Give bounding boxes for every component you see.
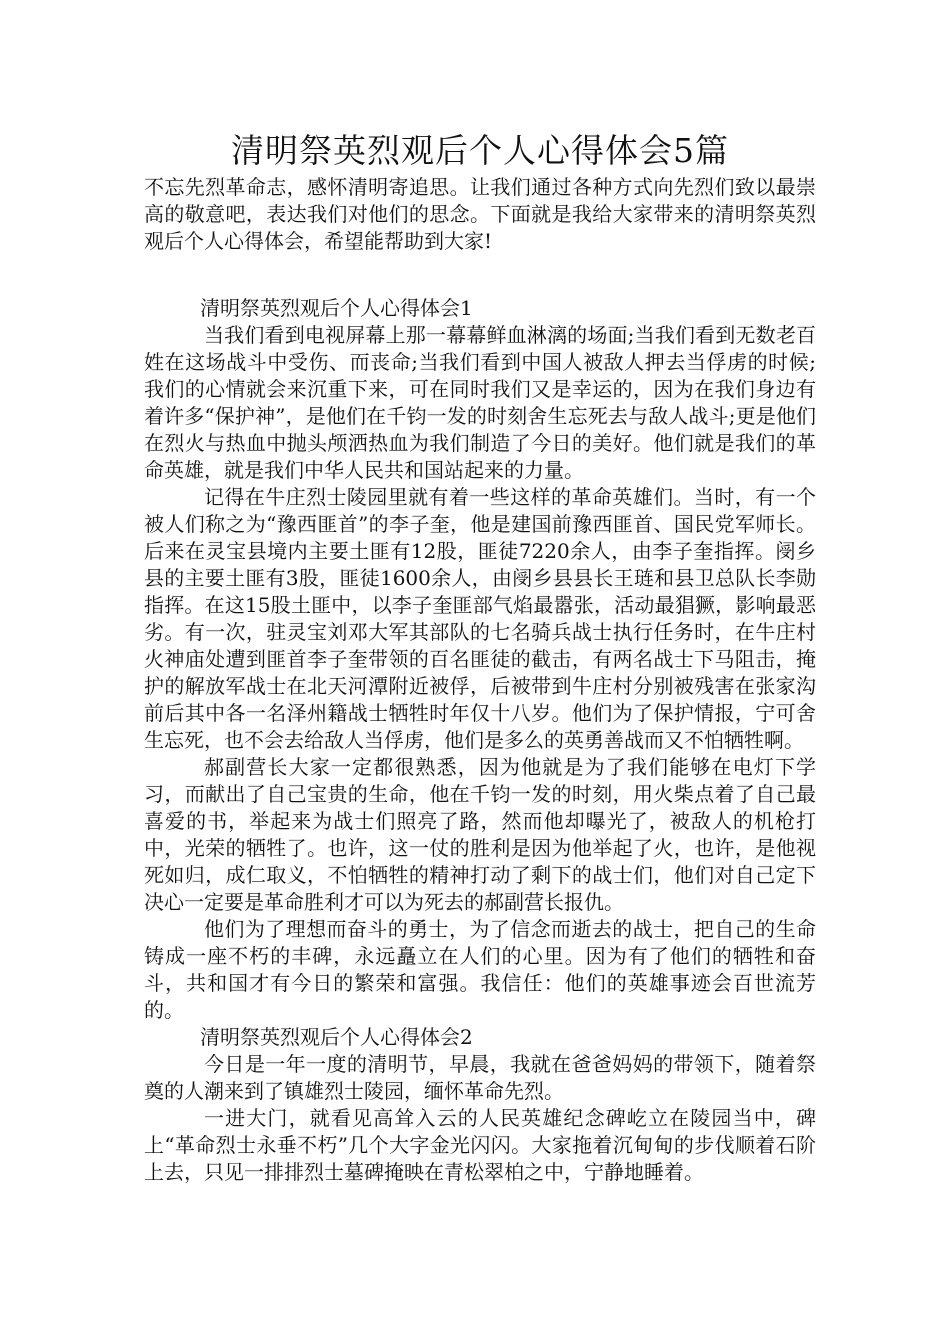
body-paragraph: 一进大门，就看见高耸入云的人民英雄纪念碑屹立在陵园当中，碑上“革命烈士永垂不朽”几个大字金光闪闪。大家拖着沉甸甸的步伐顺着石阶上去，只见一排排烈士墓碑掩映在青松翠柏之中，宁静地睡着。 xyxy=(144,1106,816,1184)
intro-paragraph: 不忘先烈革命志，感怀清明寄追思。让我们通过各种方式向先烈们致以最崇高的敬意吧，表达我们对他们的思念。下面就是我给大家带来的清明祭英烈观后个人心得体会，希望能帮助到大家! xyxy=(144,175,816,253)
section-heading-2: 清明祭英烈观后个人心得体会2 xyxy=(200,1025,473,1049)
body-paragraph: 当我们看到电视屏幕上那一幕幕鲜血淋漓的场面;当我们看到无数老百姓在这场战斗中受伤、而丧命;当我们看到中国人被敌人押去当俘虏的时候;我们的心情就会来沉重下来，可在同时我们又是幸运的，因为在我们身边有着许多“保护神”，是他们在千钧一发的时刻舍生忘死去与敌人战斗;更是他们在烈火与热血中抛头颅洒热血为我们制造了今日的美好。他们就是我们的革命英雄，就是我们中华人民共和国站起来的力量。 xyxy=(144,323,816,482)
body-paragraph: 记得在牛庄烈士陵园里就有着一些这样的革命英雄们。当时，有一个被人们称之为“豫西匪首”的李子奎，他是建国前豫西匪首、国民党军师长。后来在灵宝县境内主要土匪有12股，匪徒7220余人，由李子奎指挥。阌乡县的主要土匪有3股，匪徒1600余人，由阌乡县县长王琏和县卫总队长李勋指挥。在这15股土匪中，以李子奎匪部气焰最嚣张，活动最猖獗，影响最恶劣。有一次，驻灵宝刘邓大军其部队的七名骑兵战士执行任务时，在牛庄村火神庙处遭到匪首李子奎带领的百名匪徒的截击，有两名战士下马阻击，掩护的解放军战士在北天河潭附近被俘，后被带到牛庄村分别被残害在张家沟前后其中各一名泽州籍战士牺牲时年仅十八岁。他们为了保护情报，宁可舍生忘死，也不会去给敌人当俘虏，他们是多么的英勇善战而又不怕牺牲啊。 xyxy=(144,485,816,752)
body-paragraph: 今日是一年一度的清明节，早晨，我就在爸爸妈妈的带领下，随着祭奠的人潮来到了镇雄烈士陵园，缅怀革命先烈。 xyxy=(144,1052,816,1103)
body-paragraph: 郝副营长大家一定都很熟悉，因为他就是为了我们能够在电灯下学习，而献出了自己宝贵的生命，他在千钧一发的时刻，用火柴点着了自己最喜爱的书，举起来为战士们照亮了路，然而他却曝光了，被敌人的机枪打中，光荣的牺牲了。也许，这一仗的胜利是因为他举起了火，也许，是他视死如归，成仁取义，不怕牺牲的精神打动了剩下的战士们，他们对自己定下决心一定要是革命胜利才可以为死去的郝副营长报仇。 xyxy=(144,755,816,914)
document-page xyxy=(144,128,816,1186)
blank-line xyxy=(144,282,816,295)
body-paragraph: 他们为了理想而奋斗的勇士，为了信念而逝去的战士，把自己的生命铸成一座不朽的丰碑，永远矗立在人们的心里。因为有了他们的牺牲和奋斗，共和国才有今日的繁荣和富强。我信任：他们的英雄事迹会百世流芳的。 xyxy=(144,917,816,1022)
blank-line xyxy=(144,255,816,282)
document-title: 清明祭英烈观后个人心得体会5篇 xyxy=(231,131,729,170)
section-heading-1: 清明祭英烈观后个人心得体会1 xyxy=(200,296,473,320)
